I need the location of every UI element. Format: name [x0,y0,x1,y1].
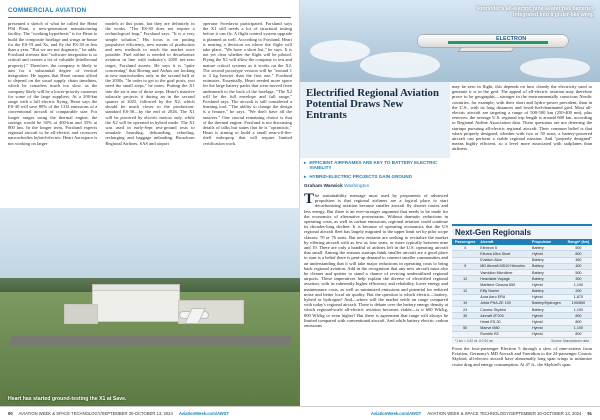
cell-range: 190/850 [565,300,592,306]
cell-passengers: 9 [452,263,478,269]
cell-propulsion: Hybrid [530,251,565,257]
cloud [310,40,370,62]
cell-aircraft: Aura Aero ERA [478,294,530,300]
cell-propulsion: Battery [530,307,565,313]
column-text: operator Swedavia participated. Forslund says the X1 still needs a lot of structural testing before it can fly. A flight control system upgrade is planned as well. According to Forslund, Heart is nearing a decision on where the flight will take place. "We have a short list," he says. It is not yet clear whether the flight will be piloted. Flying the X1 will allow the company to test and mature critical systems as it works on the X2. The second prototype version will be "around 1 to 3 kg heavier than the first one," Forslund estimates. Essentially, Heart needed more space for the large battery packs that were moved from underneath to the back of the fuselage. "The X2 will be the full envelope and full range," Forslund says. The aircraft is still considered a learning tool. "The ability to change the design is a feature," he says. "We don't have all the answers." One crucial remaining choice is that of the thermal engine. Forslund is not discussing details of talks but states that he is "optimistic." Heart is aiming to build a small near-off-the-shelf turboprop that will require limited certification work. [202,21,292,146]
cell-propulsion: Hybrid [530,331,565,337]
cloud [520,58,590,78]
cell-propulsion: Hybrid [530,325,565,331]
cell-aircraft: Vaeridion Microliner [478,269,530,275]
article-column-2 [105,21,194,207]
hangar-building [92,290,180,322]
cell-passengers: 12 [452,276,478,282]
byline [304,184,369,189]
cell-propulsion: Battery [530,263,565,269]
aircraft-photo [300,0,600,82]
publication-line: AVIATION WEEK & SPACE TECHNOLOGY/SEPTEMBER 30-OCTOBER 13, 2024 [427,411,582,416]
aircraft-logo: ELECTRON [496,36,527,42]
footer-right [300,406,600,420]
arrow-right-icon: ▸ [304,174,307,179]
deck-bullet-text: HYBRID-ELECTRIC PROJECTS GAIN GROUND [309,174,412,179]
publication-line: AVIATION WEEK & SPACE TECHNOLOGY/SEPTEMBER 30-OCTOBER 13, 2024 [18,411,173,416]
cell-passengers: 19 [452,300,478,306]
cell-passengers: 30 [452,313,478,319]
footer-site[interactable]: AviationWeek.com/AWST [370,411,422,416]
photo-sky [0,208,300,286]
column-text: models at this point, but they are definitely in the works. "The ES-30 does not require a technological leap," Forslund says. "It is a very simple solution." His focus is on putting propulsive efficiency, new means of production and new methods to reach the market once possible. Fuel airline is needed to decarbonize aviation in line with industry's 2050 net-zero target, Forslund asserts. He says it is "quite concerning" that Boeing and Airbus are looking at new narrowbodies only in the second half of the 2030s. "In order to get to the goal posts, you need the small steps," he notes. Putting the X1 into the air is one of those steps. Heart's massive subscale projects it during an in the second quarter of 2025, followed by the X2, which should be much closer to the production-standard ES-30—by the end of 2026. The X1 will be powered by electric motors only, while the X2 will be operated in hybrid mode. The X1 was used in early-Sept test-ground tests to simulate boarding, deboarding, refueling, recharging and baggage unloading. Broadcom Regional Airlines, SAS and airport [105,21,195,146]
cell-range: 1,100 [565,307,592,313]
table-notes [452,338,592,344]
article-column-b [452,84,592,222]
aircraft-prototype [180,312,208,318]
cell-aircraft: Electron 5 [478,245,530,251]
next-gen-table [452,224,592,344]
regionals-table [452,239,592,338]
cell-aircraft: Heart ES-30 [478,319,530,325]
cell-propulsion: Hybrid [530,294,565,300]
footer-left [0,406,300,420]
cell-aircraft: Elfly Noemi [478,288,530,294]
column-text: From the four-passenger Electron 5 through a slew of nine-seaters from Eviation, Germany's MD Aircraft and Vaeridion to the 24-passenger Cosmic Skybird, all-electric aircraft have abnormally long span wings to minimize cruise drag and energy consumption. At 47 ft., the Skybird's span [452,346,592,367]
cell-range: 1,670 [565,294,592,300]
right-page [300,0,600,420]
header-aircraft: Aircraft [478,239,530,245]
cell-propulsion: Hybrid [530,319,565,325]
cell-range: 500 [565,245,592,251]
headline: Electrified Regional Aviation Potential Draws New Entrants [306,87,439,121]
cell-passengers: 24 [452,307,478,313]
article-column-a [304,193,448,405]
photo-caption: Heart has started ground-testing the X1 at Save. [8,396,127,402]
cell-propulsion: Battery [530,257,565,263]
hangar-shed [64,304,98,324]
table-title: Next-Gen Regionals [455,228,532,237]
photo-caption: Voorstder's all-electric nine-seater has batteries integrated into a glider-like wing. [476,6,594,18]
cell-aircraft: Jekta PHA-ZE 100 [478,300,530,306]
cell-range: 800 [565,331,592,337]
drop-cap: T [304,193,315,207]
cell-range: 400 [565,263,592,269]
cell-aircraft: Eviation Alice [478,257,530,263]
header-propulsion: Propulsion [530,239,565,245]
cell-aircraft: Maritime Cessna 650 [478,282,530,288]
column-text: he sustainability message must used by proponents of advanced propulsion is that regional airliners are a logical place to start decarbonizing aviation because smaller aircraft fly shorter routes and less energy. But there is an ever-stronger argument that needs to be made for the economics of alternative powertrains. Without dramatic reductions in operating costs, as well as carbon emissions, regional aviation could continue its decades-long decline. It is because of operating economics that the US regional aircraft fleet has largely migrated to the upper limit set by pilot scope clauses: 70 or 76 seats. But new entrants are seeking to revitalize the market by offering aircraft with as few as four seats, or more typically between nine and 19. There are only a handful of airlines left in the U.S. operating aircraft that small. Among the reasons startups think smaller aircraft are a good place to start is a belief there is pent-up demand to connect smaller communities and an understanding that it will take major reductions in operating costs to bring back regional aviation. Add in the recognition that any new aircraft must also be cleaner and quieter to stand a chance of reviving underutilized regional airports. These imperatives help explain the diverse of electrified regional aviation, with its inherently higher efficiency and reliability, lower energy and maintenance costs, as well as minimized emissions and potential for reduced noise and better local air quality. But the question is which electric—battery, hybrid or hydrogen? And—where will the market settle on range compared with today's regional aircraft. There is debate over the battery energy density at which regional-scale all-electric aviation becomes viable—is it 600 Wh/kg, 800 Wh/kg or even higher? But there is agreement that range will always be limited compared with conventional aircraft. And while battery electric carbon emissions [304,193,448,329]
header-range: Range* (km) [565,239,592,245]
headline-panel [300,82,450,158]
column-text: may be zero in flight, this depends on how cleanly the electricity used to generate it is in the grid. The appeal of all-electric aviation may therefore prove to be geographic—stronger in the environmentally conscious Nordic countries, for example, with their short and hydro-power prevalent, than in the U.S., with its long distances and fossil-fuel-dominated grid. Most all-electric aircraft are targeting a range of 500-500 km (250-400 nm), plus reserves; the average U.S. regional trip length is around 600 km, according to Regional Airline Association data. These questions are not deterring the startups pursuing all-electric regional aircraft. Their common belief is that when properly designed, whether with two or 50 seats, a battery-powered aircraft can perform a viable regional mission. And "properly designed" means highly efficient, so a level more associated with sailplanes than airliners. [452,84,592,152]
deck-bullet [304,160,448,170]
author-name: Graham Warwick [304,184,343,189]
cloud [360,52,440,78]
article-columns-left [8,21,292,207]
cell-propulsion: Hybrid [530,313,565,319]
table-row [452,331,592,337]
cell-propulsion: Battery/Hydrogen [530,300,565,306]
cell-range: 1,100 [565,325,592,331]
article-column-1 [8,21,97,207]
cell-propulsion: Battery [530,288,565,294]
cell-passengers: 4 [452,245,478,251]
cell-range: 300 [565,276,592,282]
cell-range: 800 [565,251,592,257]
page-number: 91 [587,411,592,416]
cell-passengers: 50 [452,325,478,331]
footer-site[interactable]: AviationWeek.com/AWST [178,411,230,416]
cell-passengers: 12 [452,288,478,294]
section-tag: COMMERCIAL AVIATION [8,7,87,14]
deck-bullet [304,174,448,180]
cell-range: 200 [565,288,592,294]
cell-aircraft: MD Aircraft MD10 Hercules [478,263,530,269]
cell-propulsion: Hybrid [530,282,565,288]
table-source: Source: Manufacturer data [551,339,589,344]
section-rule [8,17,291,18]
article-column-3 [203,21,292,207]
cell-aircraft: Cosmic Skybird [478,307,530,313]
cell-propulsion: Battery [530,245,565,251]
cell-range: 800 [565,319,592,325]
cell-range: 1,100 [565,282,592,288]
electric-aircraft [418,26,568,52]
hangar-photo [0,208,300,406]
cell-propulsion: Battery [530,269,565,275]
cell-range: 800 [565,313,592,319]
deck-bullet-text: EFFICIENT AIRFRAMES ARE KEY TO BATTERY ELECTRIC VIABILITY [309,160,438,170]
cell-aircraft: Heaviside Voyage [478,276,530,282]
author-location: Washington [344,184,370,189]
header-passengers: Passengers [452,239,478,245]
table-body [452,245,592,338]
cell-aircraft: Rumble R2 [478,331,530,337]
page-number: 90 [8,411,13,416]
cell-range: 460 [565,257,592,263]
photo-runway [8,336,291,346]
arrow-right-icon: ▸ [304,160,307,165]
article-column-c [452,346,592,406]
column-text: presented a sketch of what he called the Heart P0d Plant, a new-generation manufacturing facility. The "working hypothesis" is for Heart to build the composite fuselage and wings in-house for the ES-19 and Xs, and fly the ES-30 in less than a year. "But we are not dogmatic," he adds. Forslund stresses that "software integration is so critical and creates a lot of valuable [intellectual property]." Therefore, the company is likely to aim for a substantial degree of vertical integration. He argues that Heart cannot afford to depend on the usual supply chain timelines, which he considers much too slow, as the company likely will be a lower-priority customer for some of the large suppliers. At a 200-km range with a full electric flying, Heart says the ES-30 will save 80% of the CO2 emissions of a conventional aircraft of comparable size. For longer ranges using the thermal engine, the savings would be 50% at 400-km and 35% at 800 km. In the longer term, Forslund expects regional aircraft to be all-electric and crossover narrowbodies hybrid-electric. Heart Aerospace is not working on larger [8,21,98,146]
cell-passengers [452,331,478,337]
table-footnote: *1 km = 0.62 mi. A 0.54 nm [455,339,494,344]
cell-range: 500 [565,269,592,275]
cell-propulsion: Battery [530,276,565,282]
cell-aircraft: Maeve M80 [478,325,530,331]
cell-aircraft: Electra Ultra Short [478,251,530,257]
deck-bullets [304,160,448,184]
cell-aircraft: Aircraft ZF200 [478,313,530,319]
